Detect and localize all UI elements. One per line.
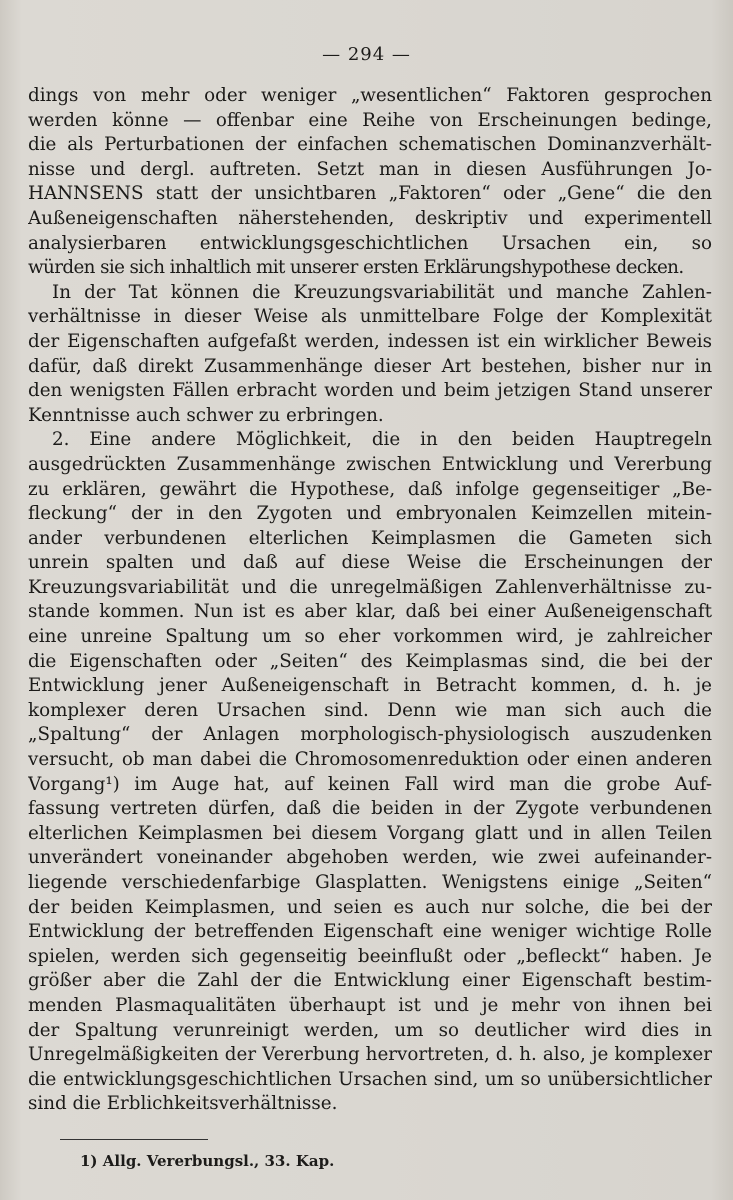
page-number: — 294 —: [322, 44, 411, 65]
text-line: elterlichen Keimplasmen bei diesem Vorgang glatt und in allen Teilen: [28, 822, 712, 844]
text-line: HANNSENS statt der unsichtbaren „Faktoren“ oder „Gene“ die den: [28, 183, 712, 205]
text-line: den wenigsten Fällen erbracht worden und beim jetzigen Stand unserer: [28, 380, 712, 402]
text-line: größer aber die Zahl der die Entwicklung einer Eigenschaft bestim-: [28, 970, 712, 992]
text-line: die Eigenschaften oder „Seiten“ des Keimplasmas sind, die bei der: [28, 650, 712, 672]
text-line: werden könne — offenbar eine Reihe von Erscheinungen bedinge,: [28, 109, 712, 131]
text-line: fleckung“ der in den Zygoten und embryonalen Keimzellen mitein-: [28, 503, 712, 525]
body-text: [28, 84, 712, 1117]
text-line: verhältnisse in dieser Weise als unmittelbare Folge der Komplexität: [28, 306, 712, 328]
text-line: Außeneigenschaften näherstehenden, deskriptiv und experimentell: [28, 207, 712, 229]
text-line: der Spaltung verunreinigt werden, um so deutlicher wird dies in: [28, 1019, 712, 1041]
text-line: Entwicklung jener Außeneigenschaft in Betracht kommen, d. h. je: [28, 675, 712, 697]
text-line: Vorgang¹) im Auge hat, auf keinen Fall wird man die grobe Auf-: [28, 773, 712, 795]
text-line: „Spaltung“ der Anlagen morphologisch-physiologisch auszudenken: [28, 724, 712, 746]
text-line: unrein spalten und daß auf diese Weise die Erscheinungen der: [28, 552, 712, 574]
text-line: dings von mehr oder weniger „wesentlichen“ Faktoren gesprochen: [28, 85, 712, 106]
text-line: die als Perturbationen der einfachen schematischen Dominanzverhält-: [28, 134, 712, 156]
text-line: komplexer deren Ursachen sind. Denn wie man sich auch die: [28, 699, 712, 721]
text-line: zu erklären, gewährt die Hypothese, daß infolge gegenseitiger „Be-: [28, 478, 712, 500]
text-line: eine unreine Spaltung um so eher vorkommen wird, je zahlreicher: [28, 626, 712, 648]
text-line: Kreuzungsvariabilität und die unregelmäßigen Zahlenverhältnisse zu-: [28, 576, 712, 598]
text-line: versucht, ob man dabei die Chromosomenreduktion oder einen anderen: [28, 749, 712, 771]
footnote-divider: [60, 1139, 208, 1140]
text-line: der Eigenschaften aufgefaßt werden, indessen ist ein wirklicher Beweis: [28, 330, 712, 352]
text-line: nisse und dergl. auftreten. Setzt man in diesen Ausführungen Jo-: [28, 158, 712, 180]
text-line: unverändert voneinander abgehoben werden, wie zwei aufeinander-: [28, 847, 712, 869]
text-line: ander verbundenen elterlichen Keimplasmen die Gameten sich: [28, 527, 712, 549]
footnote-marker: 1): [80, 1152, 98, 1170]
footnote: [80, 1150, 334, 1172]
text-line: fassung vertreten dürfen, daß die beiden in der Zygote verbundenen: [28, 798, 712, 820]
text-line: ausgedrückten Zusammenhänge zwischen Entwicklung und Vererbung: [28, 453, 712, 475]
text-line: liegende verschiedenfarbige Glasplatten. Wenigstens einige „Seiten“: [28, 872, 712, 893]
text-line: Kenntnisse auch schwer zu erbringen.: [28, 404, 384, 426]
text-line: der beiden Keimplasmen, und seien es auch nur solche, die bei der: [28, 896, 712, 918]
text-line: analysierbaren entwicklungsgeschichtlichen Ursachen ein, so: [28, 232, 712, 254]
text-line: sind die Erblichkeitsverhältnisse.: [28, 1093, 338, 1115]
text-line: In der Tat können die Kreuzungsvariabilität und manche Zahlen-: [52, 281, 712, 303]
text-line: würden sie sich inhaltlich mit unserer ersten Erklärungshypothese decken.: [28, 257, 684, 279]
text-line: 2. Eine andere Möglichkeit, die in den beiden Hauptregeln: [52, 429, 712, 451]
footnote-text: Allg. Vererbungsl., 33. Kap.: [102, 1152, 335, 1170]
text-line: spielen, werden sich gegenseitig beeinflußt oder „befleckt“ haben. Je: [28, 945, 712, 967]
text-line: die entwicklungsgeschichtlichen Ursachen sind, um so unübersichtlicher: [28, 1068, 712, 1090]
text-line: menden Plasmaqualitäten überhaupt ist und je mehr von ihnen bei: [28, 994, 712, 1016]
text-line: stande kommen. Nun ist es aber klar, daß bei einer Außeneigenschaft: [28, 601, 712, 623]
text-line: Entwicklung der betreffenden Eigenschaft eine weniger wichtige Rolle: [28, 921, 712, 943]
text-line: Unregelmäßigkeiten der Vererbung hervortreten, d. h. also, je komplexer: [28, 1044, 712, 1066]
text-line: dafür, daß direkt Zusammenhänge dieser Art bestehen, bisher nur in: [28, 355, 712, 377]
